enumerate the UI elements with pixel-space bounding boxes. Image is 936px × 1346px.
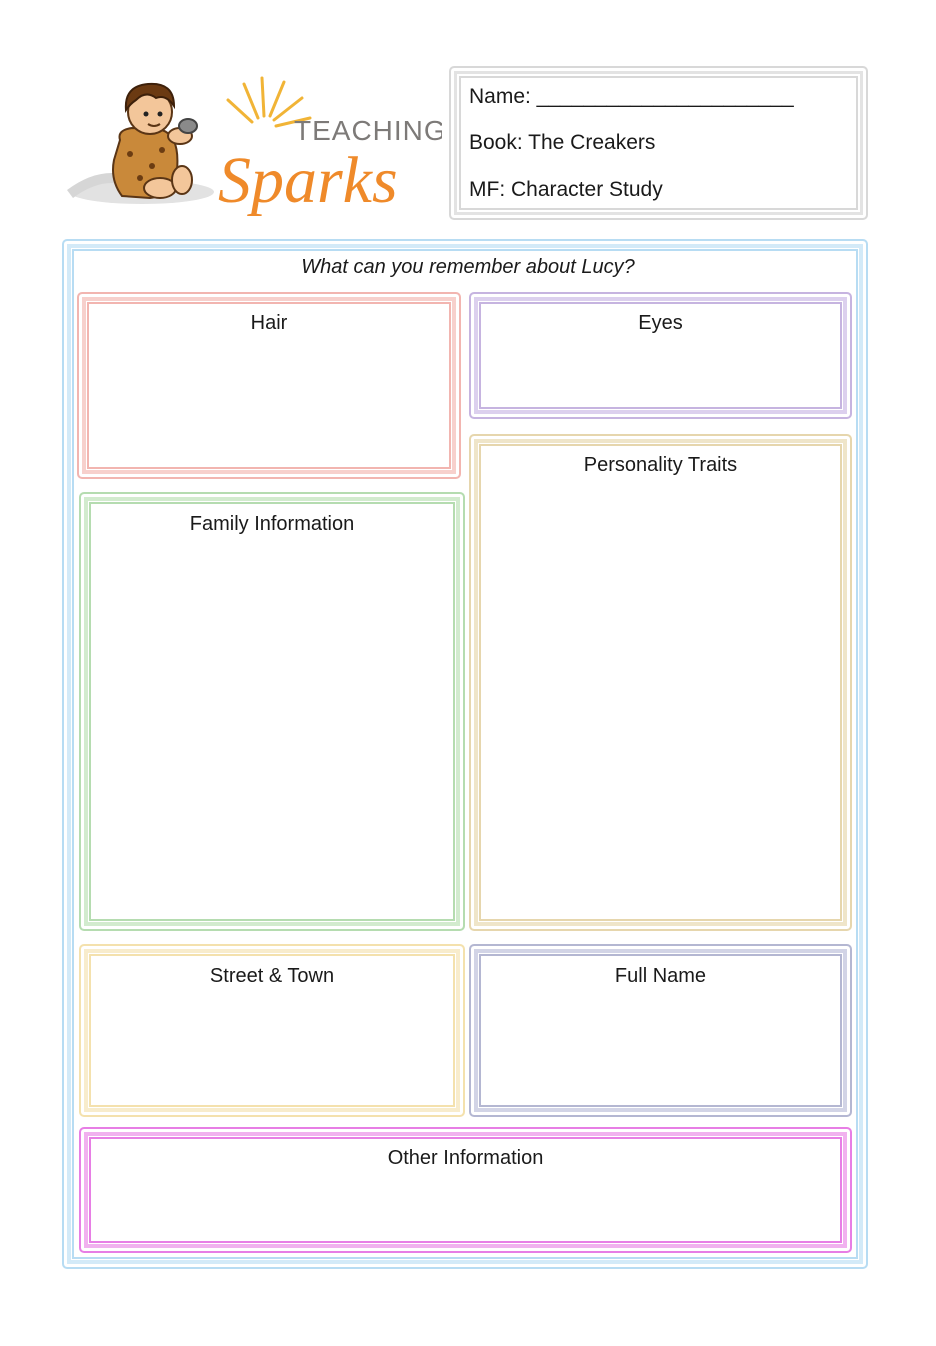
svg-text:TEACHING: TEACHING <box>294 115 442 146</box>
worksheet-question: What can you remember about Lucy? <box>301 256 635 278</box>
teaching-sparks-logo <box>62 70 442 220</box>
full-name-box[interactable] <box>469 944 852 1117</box>
other-information-box[interactable] <box>79 1127 852 1253</box>
name-field[interactable]: Name: ______________________ <box>469 85 794 108</box>
eyes-label: Eyes <box>638 312 683 334</box>
other-information-label: Other Information <box>387 1147 544 1169</box>
eyes-box[interactable] <box>469 292 852 419</box>
street-town-label: Street & Town <box>209 965 335 987</box>
book-line: Book: The Creakers <box>469 131 656 154</box>
family-information-box[interactable] <box>79 492 465 931</box>
mf-line: MF: Character Study <box>469 178 663 201</box>
family-information-label: Family Information <box>189 513 355 535</box>
hair-box[interactable] <box>77 292 461 479</box>
hair-label: Hair <box>250 312 288 334</box>
caveman-mascot-icon <box>62 70 442 220</box>
personality-traits-box[interactable] <box>469 434 852 931</box>
street-town-box[interactable] <box>79 944 465 1117</box>
full-name-label: Full Name <box>614 965 707 987</box>
info-box <box>449 66 868 220</box>
svg-text:Sparks: Sparks <box>218 144 398 217</box>
personality-traits-label: Personality Traits <box>583 454 738 476</box>
